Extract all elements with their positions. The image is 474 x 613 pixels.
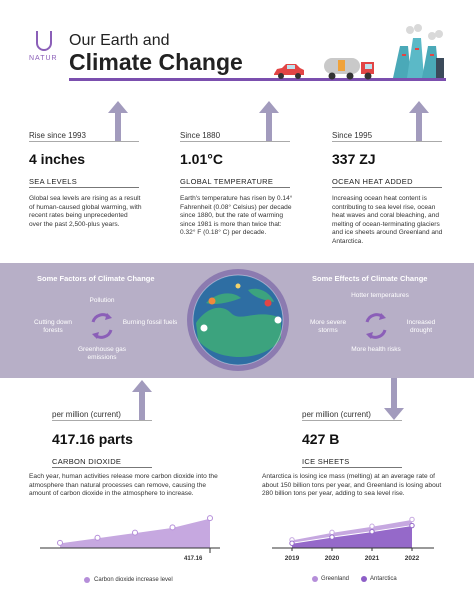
ice-caption: ICE SHEETS bbox=[302, 457, 350, 466]
divider bbox=[180, 187, 290, 188]
ice-tick-label: 2021 bbox=[364, 555, 380, 562]
effect-health-risks: More health risks bbox=[351, 346, 401, 353]
temperature-description: Earth's temperature has risen by 0.14° Fahrenheit (0.08° Celsius) per decade since 1880, but the rate of warming since 1981 is more than twice that: 0.32° F (0.18° C) per decade. bbox=[180, 195, 293, 237]
divider bbox=[332, 141, 442, 142]
globe-icon bbox=[186, 268, 290, 372]
cycle-arrows-icon bbox=[361, 311, 391, 341]
ocean-heat-caption: OCEAN HEAT ADDED bbox=[332, 177, 413, 186]
ocean-heat-value: 337 ZJ bbox=[332, 151, 376, 167]
ice-tick-label: 2022 bbox=[404, 555, 420, 562]
divider bbox=[52, 467, 152, 468]
tanker-truck-icon bbox=[322, 54, 376, 81]
legend-swatch-antarctica bbox=[361, 576, 367, 582]
ice-description: Antarctica is losing ice mass (melting) at an average rate of about 150 billion tons per year, and Greenland is losing about 280 billion tons per year, adding to sea level rise. bbox=[262, 473, 442, 498]
ice-point bbox=[370, 524, 374, 528]
co2-description: Each year, human activities release more carbon dioxide into the atmosphere than natural processes can remove, causing the amount of carbon dioxide in the atmosphere to increase. bbox=[29, 473, 218, 498]
page-title: Climate Change bbox=[69, 49, 243, 75]
effect-hotter-temperatures: Hotter temperatures bbox=[351, 292, 409, 299]
factor-cutting-forests: Cutting down forests bbox=[34, 319, 72, 334]
co2-value: 417.16 parts bbox=[52, 431, 133, 447]
legend-greenland: Greenland bbox=[321, 576, 350, 582]
co2-caption: CARBON DIOXIDE bbox=[52, 457, 122, 466]
temperature-caption: GLOBAL TEMPERATURE bbox=[180, 177, 274, 186]
legend-swatch bbox=[84, 577, 90, 583]
ice-tick-label: 2020 bbox=[324, 555, 340, 562]
ice-point bbox=[330, 535, 334, 539]
co2-point bbox=[95, 535, 100, 540]
co2-point bbox=[58, 540, 63, 545]
ice-value: 427 B bbox=[302, 431, 340, 447]
ocean-heat-description: Increasing ocean heat content is contributing to sea level rise, ocean heat waves and coral bleaching, and melting of ocean-terminating glaciers and ice sheets around Greenland and Antarctica. bbox=[332, 195, 443, 245]
co2-label: per million (current) bbox=[52, 410, 121, 419]
arrow-up-icon bbox=[259, 101, 279, 141]
divider bbox=[302, 467, 402, 468]
ice-point bbox=[330, 530, 334, 534]
sea-level-description: Global sea levels are rising as a result of human-caused global warming, with recent rates being unprecedented over the past 2,500-plus years. bbox=[29, 195, 142, 228]
legend-swatch-greenland bbox=[312, 576, 318, 582]
factors-title: Some Factors of Climate Change bbox=[37, 274, 155, 283]
logo-text: NATUR bbox=[29, 55, 58, 62]
ice-label: per million (current) bbox=[302, 410, 371, 419]
title-line-1: Our Earth and bbox=[69, 32, 170, 49]
divider bbox=[180, 141, 290, 142]
divider bbox=[332, 187, 442, 188]
co2-point bbox=[208, 516, 213, 521]
sea-level-value: 4 inches bbox=[29, 151, 86, 167]
divider bbox=[302, 420, 402, 421]
factor-greenhouse-gas: Greenhouse gas emissions bbox=[77, 346, 127, 361]
divider bbox=[29, 141, 139, 142]
divider bbox=[29, 187, 139, 188]
divider bbox=[52, 420, 152, 421]
sea-level-label: Rise since 1993 bbox=[29, 131, 86, 140]
ice-point bbox=[370, 529, 374, 533]
arrow-up-icon bbox=[132, 380, 152, 420]
legend-antarctica: Antarctica bbox=[370, 576, 397, 582]
logo-icon bbox=[34, 30, 54, 52]
co2-legend-label: Carbon dioxide increase level bbox=[94, 577, 173, 583]
arrow-up-icon bbox=[409, 101, 429, 141]
co2-point bbox=[133, 530, 138, 535]
co2-axis-label: 417.16 bbox=[184, 556, 203, 562]
ice-point bbox=[290, 541, 294, 545]
sea-level-caption: SEA LEVELS bbox=[29, 177, 78, 186]
factor-burning-fossil-fuels: Burning fossil fuels bbox=[122, 319, 178, 326]
temperature-label: Since 1880 bbox=[180, 131, 221, 140]
ice-tick-label: 2019 bbox=[284, 555, 300, 562]
ice-chart bbox=[262, 508, 442, 568]
ice-point bbox=[410, 517, 414, 521]
arrow-down-icon bbox=[384, 378, 404, 420]
effect-increased-drought: Increased drought bbox=[406, 319, 436, 334]
factor-pollution: Pollution bbox=[89, 297, 115, 304]
ice-point bbox=[410, 523, 414, 527]
effect-severe-storms: More severe storms bbox=[309, 319, 347, 334]
arrow-up-icon bbox=[108, 101, 128, 141]
cycle-arrows-icon bbox=[87, 311, 117, 341]
temperature-value: 1.01°C bbox=[180, 151, 223, 167]
effects-title: Some Effects of Climate Change bbox=[312, 274, 428, 283]
factory-icon bbox=[390, 24, 446, 81]
ocean-heat-label: Since 1995 bbox=[332, 131, 373, 140]
car-icon bbox=[272, 62, 306, 80]
co2-point bbox=[170, 525, 175, 530]
